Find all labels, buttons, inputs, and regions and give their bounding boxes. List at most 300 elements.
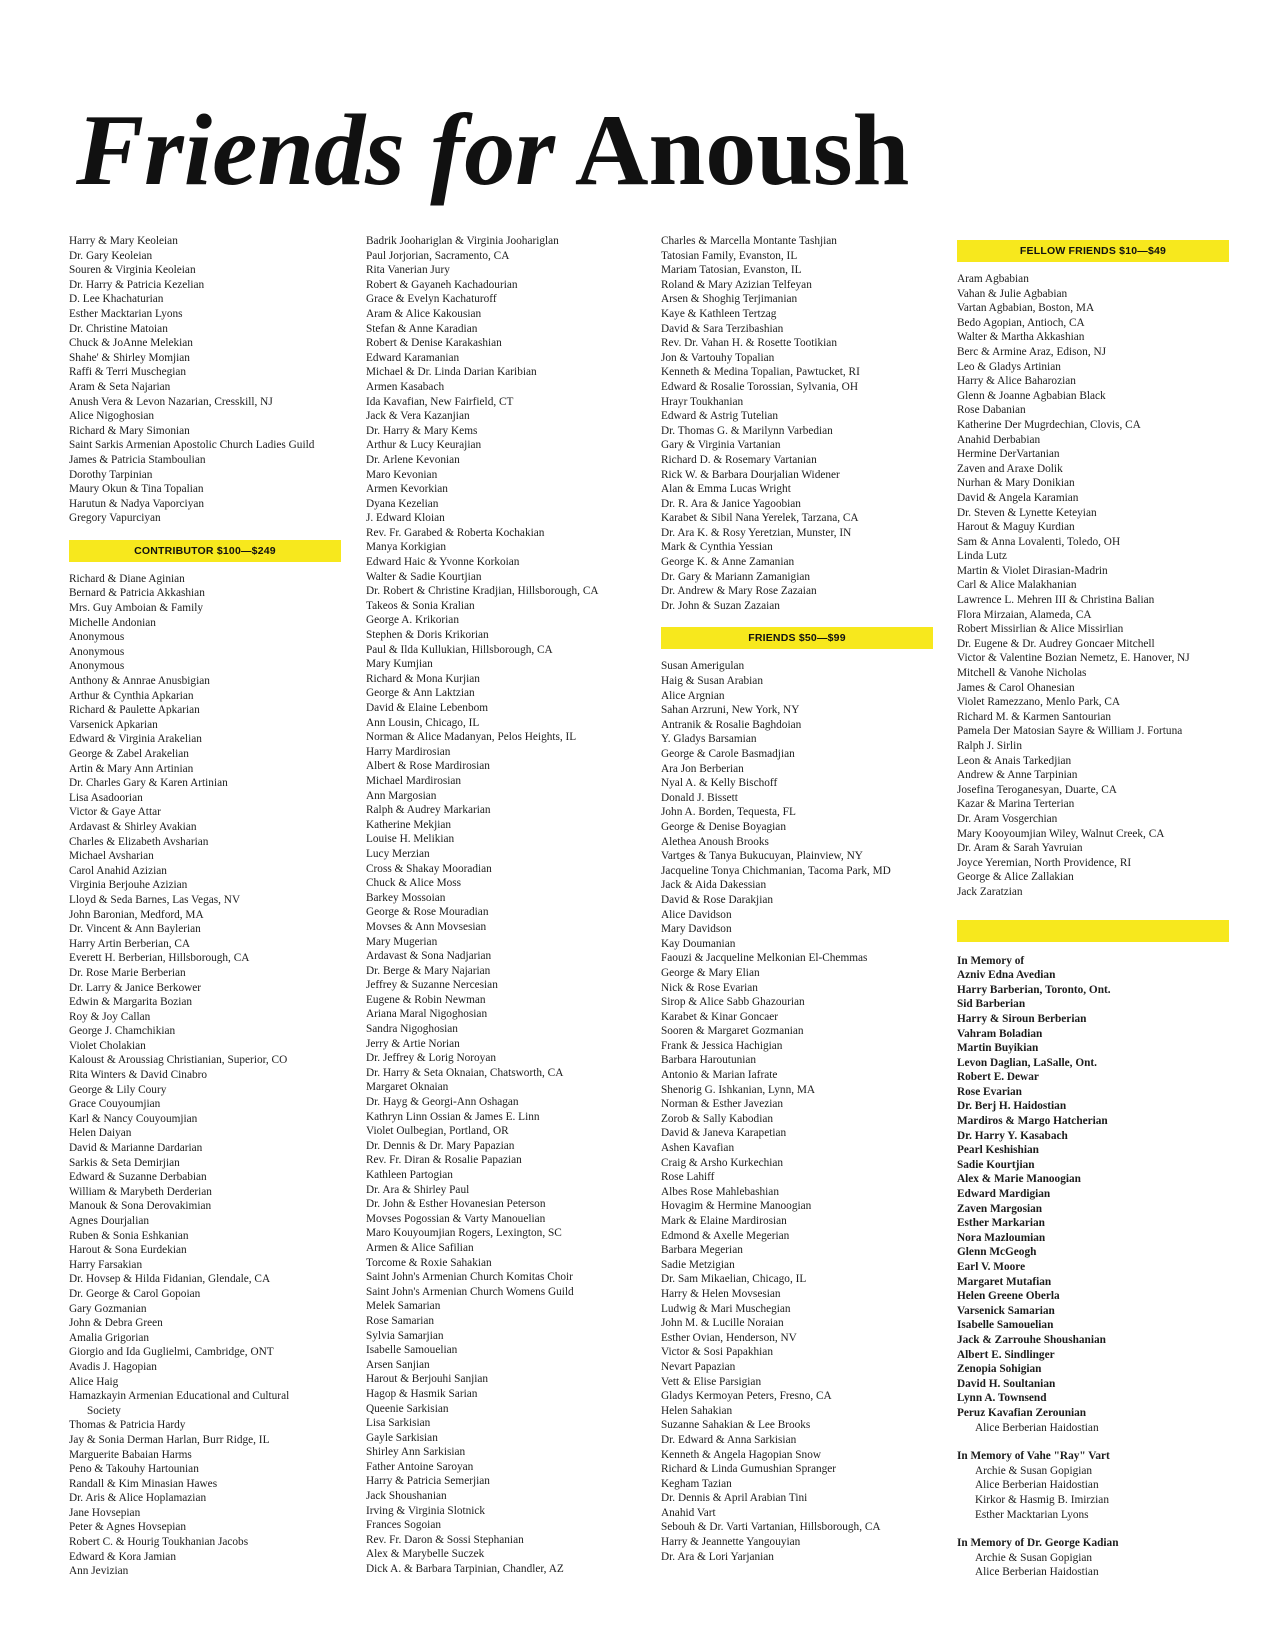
list-item: Rita Vanerian Jury [366, 264, 450, 277]
list-item: Martin Buyikian [957, 1042, 1039, 1055]
list-item: Queenie Sarkisian [366, 1402, 449, 1415]
list-item: Mary Kooyoumjian Wiley, Walnut Creek, CA [957, 827, 1165, 840]
list-item: Grace & Evelyn Kachaturoff [366, 293, 497, 306]
list-item: Arsen Sanjian [366, 1358, 430, 1371]
list-item: Saint John's Armenian Church Womens Guild [366, 1285, 574, 1298]
list-item: Melek Samarian [366, 1300, 441, 1313]
list-item: Souren & Virginia Keoleian [69, 264, 196, 277]
list-item: Frances Sogoian [366, 1519, 441, 1532]
list-item: Jack & Aida Dakessian [661, 879, 767, 892]
list-item: George K. & Anne Zamanian [661, 556, 795, 569]
list-item: Harout & Maguy Kurdian [957, 521, 1075, 534]
list-item: Arthur & Cynthia Apkarian [69, 689, 194, 702]
list-item: Dr. Eugene & Dr. Audrey Goncaer Mitchell [957, 637, 1155, 650]
list-item: Robert C. & Hourig Toukhanian Jacobs [69, 1536, 249, 1549]
list-item: Mardiros & Margo Hatcherian [957, 1115, 1108, 1128]
list-item: Louise H. Melikian [366, 833, 455, 846]
list-item: Katherine Der Mugrdechian, Clovis, CA [957, 418, 1141, 431]
list-item: Kaye & Kathleen Tertzag [661, 307, 777, 320]
list-item: George & Mary Elian [661, 966, 760, 979]
list-item: Josefina Teroganesyan, Duarte, CA [957, 783, 1117, 796]
list-item: Thomas & Patricia Hardy [69, 1419, 186, 1432]
list-item: Dr. Harry & Mary Kems [366, 424, 478, 437]
list-item: Agnes Dourjalian [69, 1215, 149, 1227]
list-item: Lisa Asadoorian [69, 791, 143, 804]
list-item: Rev. Fr. Diran & Rosalie Papazian [366, 1154, 522, 1167]
list-item: Roland & Mary Azizian Telfeyan [661, 278, 812, 291]
list-item: Dr. Harry & Seta Oknaian, Chatsworth, CA [366, 1066, 564, 1079]
list-item: Marguerite Babaian Harms [69, 1448, 192, 1461]
list-item: Richard & Mary Simonian [69, 424, 190, 437]
list-item: Zaven Margosian [957, 1202, 1043, 1215]
list-item: Nyal A. & Kelly Bischoff [661, 777, 778, 790]
list-item: Hrayr Toukhanian [661, 395, 744, 408]
list-item: Sid Barberian [957, 998, 1026, 1011]
list-item: Dr. Aram & Sarah Yavruian [957, 842, 1083, 855]
list-item: Dyana Kezelian [366, 497, 439, 510]
list-item: James & Patricia Stamboulian [69, 453, 206, 466]
list-item: Zenopia Sohigian [957, 1363, 1042, 1376]
friends-header: FRIENDS $50—$99 [661, 627, 933, 649]
list-item: George & Ann Laktzian [366, 687, 475, 700]
list-item: Amalia Grigorian [69, 1331, 149, 1344]
list-item: Jacqueline Tonya Chichmanian, Tacoma Park, MD [661, 864, 891, 877]
list-item: Anonymous [69, 631, 125, 644]
list-item: Rev. Fr. Garabed & Roberta Kochakian [366, 526, 545, 539]
list-item: Michelle Andonian [69, 616, 156, 629]
title-anoush: Anoush [574, 94, 910, 207]
list-item: Earl V. Moore [957, 1261, 1026, 1273]
list-item: Dr. Aris & Alice Hoplamazian [69, 1492, 207, 1505]
list-item: Dr. Andrew & Mary Rose Zazaian [661, 585, 817, 598]
list-item: Kenneth & Medina Topalian, Pawtucket, RI [661, 366, 860, 379]
list-item: Martin & Violet Dirasian-Madrin [957, 564, 1108, 577]
column-3 [661, 234, 933, 1564]
list-item: Harry Barberian, Toronto, Ont. [957, 983, 1111, 996]
list-item: Jeffrey & Suzanne Nercesian [366, 979, 498, 992]
list-item: George & Lily Coury [69, 1083, 167, 1096]
list-item: Haig & Susan Arabian [661, 675, 763, 688]
list-item: Ida Kavafian, New Fairfield, CT [366, 395, 514, 408]
list-item: Paul & Ilda Kullukian, Hillsborough, CA [366, 643, 553, 656]
list-item: Eugene & Robin Newman [366, 993, 486, 1006]
list-item: D. Lee Khachaturian [69, 293, 164, 306]
list-item: Jack & Vera Kazanjian [366, 410, 470, 423]
list-item: Ardavast & Sona Nadjarian [366, 950, 492, 963]
list-item: Albert E. Sindlinger [957, 1348, 1055, 1361]
list-item: Anonymous [69, 660, 125, 673]
list-item: Edwin & Margarita Bozian [69, 996, 193, 1009]
contributor-header: CONTRIBUTOR $100—$249 [69, 540, 341, 562]
list-item: Ashen Kavafian [661, 1142, 735, 1155]
list-item: Y. Gladys Barsamian [661, 733, 757, 746]
list-item: Roy & Joy Callan [69, 1010, 151, 1023]
list-item: Dr. Christine Matoian [69, 322, 168, 335]
list-item: Armen Kasabach [366, 380, 445, 393]
list-item: Barbara Haroutunian [661, 1054, 757, 1067]
list-item: Maro Kouyoumjian Rogers, Lexington, SC [366, 1227, 562, 1240]
list-item: David & Elaine Lebenbom [366, 702, 489, 714]
list-item: Dr. George & Carol Gopoian [69, 1287, 201, 1300]
list-item: Anush Vera & Levon Nazarian, Cresskill, NJ [69, 395, 273, 408]
in-memory-group [957, 954, 1229, 1436]
list-item: Anahid Derbabian [957, 433, 1041, 446]
list-item: Stefan & Anne Karadian [366, 322, 478, 335]
list-item: Gayle Sarkisian [366, 1431, 438, 1444]
in-memory-list [957, 968, 1229, 1420]
list-item: Frank & Jessica Hachigian [661, 1039, 783, 1052]
list-item: Michael Avsharian [69, 850, 154, 863]
list-item: Sandra Nigoghosian [366, 1023, 458, 1036]
list-item: Jane Hovsepian [69, 1506, 141, 1519]
title-for: for [430, 94, 555, 207]
list-item: Sooren & Margaret Gozmanian [661, 1025, 804, 1038]
list-item: Zorob & Sally Kabodian [661, 1112, 774, 1125]
list-item: Michael Mardirosian [366, 774, 462, 787]
list-item: Mary Mugerian [366, 935, 438, 948]
list-item: Avadis J. Hagopian [69, 1360, 157, 1373]
list-item: Esther Markarian [957, 1217, 1045, 1230]
list-item: Mary Davidson [661, 923, 732, 936]
list-item: Movses & Ann Movsesian [366, 920, 487, 933]
list-item: Esther Ovian, Henderson, NV [661, 1331, 797, 1344]
list-item: Harry Farsakian [69, 1258, 143, 1271]
list-item: David & Marianne Dardarian [69, 1142, 203, 1155]
list-item: Dr. Steven & Lynette Keteyian [957, 506, 1097, 519]
list-item: Dr. Harry & Patricia Kezelian [69, 278, 205, 291]
list-item: Bedo Agopian, Antioch, CA [957, 316, 1085, 329]
list-item: Esther Macktarian Lyons [69, 307, 183, 320]
list-item: Vahan & Julie Agbabian [957, 287, 1068, 300]
list-item: Maury Okun & Tina Topalian [69, 483, 204, 496]
list-item: Margaret Mutafian [957, 1275, 1052, 1288]
list-item: Dr. Hovsep & Hilda Fidanian, Glendale, CA [69, 1273, 271, 1286]
column-2 [366, 234, 638, 1577]
list-item: Harout & Sona Eurdekian [69, 1244, 187, 1257]
list-item: Vartan Agbabian, Boston, MA [957, 302, 1095, 315]
list-item: Aram & Seta Najarian [69, 380, 171, 393]
list-item: Harry & Mary Keoleian [69, 235, 178, 247]
list-item: Stephen & Doris Krikorian [366, 629, 489, 642]
list-item: Mariam Tatosian, Evanston, IL [661, 264, 802, 277]
list-item: Robert & Gayaneh Kachadourian [366, 278, 518, 291]
list-item: Dr. Ara & Lori Yarjanian [661, 1550, 774, 1563]
list-item: Harutun & Nadya Vaporciyan [69, 497, 204, 510]
list-item: Alice Berberian Haidostian [975, 1479, 1099, 1492]
list-item: Dr. R. Ara & Janice Yagoobian [661, 497, 801, 510]
list-item: Dick A. & Barbara Tarpinian, Chandler, AZ [366, 1563, 564, 1576]
list-item: Victor & Sosi Papakhian [661, 1346, 773, 1359]
list-item: Katherine Mekjian [366, 818, 452, 831]
list-item: Shenorig G. Ishkanian, Lynn, MA [661, 1083, 816, 1096]
list-item: Harry & Siroun Berberian [957, 1012, 1087, 1025]
list-item: Arthur & Lucy Keurajian [366, 439, 482, 452]
list-item: Joyce Yeremian, North Providence, RI [957, 856, 1132, 869]
list-item: Charles & Elizabeth Avsharian [69, 835, 209, 848]
list-item: Dr. Harry Y. Kasabach [957, 1129, 1068, 1142]
list-item: Varsenick Apkarian [69, 718, 158, 731]
column-4 [957, 240, 1229, 1594]
list-item: Aram Agbabian [957, 273, 1029, 285]
in-memory-title: In Memory of [957, 954, 1025, 967]
list-item: Robert & Denise Karakashian [366, 337, 502, 350]
list-item: Edward Haic & Yvonne Korkoian [366, 556, 520, 569]
list-item: Ariana Maral Nigoghosian [366, 1008, 488, 1021]
list-item: George & Alice Zallakian [957, 871, 1074, 884]
list-item: Archie & Susan Gopigian [975, 1464, 1093, 1477]
in-memory-vart-group [957, 1449, 1229, 1522]
list-item: Pamela Der Matosian Sayre & William J. Fortuna [957, 725, 1183, 738]
list-item: Edward & Astrig Tutelian [661, 410, 779, 423]
list-item: Grace Couyoumjian [69, 1098, 161, 1111]
list-item: Harry & Patricia Semerjian [366, 1475, 490, 1488]
list-item: Lawrence L. Mehren III & Christina Balian [957, 594, 1155, 607]
list-item: Alice Haig [69, 1375, 119, 1388]
list-item: Irving & Virginia Slotnick [366, 1504, 486, 1517]
list-item: Ludwig & Mari Muschegian [661, 1302, 791, 1315]
list-item: Edward & Virginia Arakelian [69, 733, 202, 746]
list-item: Dr. Aram Vosgerchian [957, 812, 1058, 825]
list-item: Chuck & JoAnne Melekian [69, 337, 193, 350]
list-item: Alice Argnian [661, 689, 725, 702]
list-item: Sarkis & Seta Demirjian [69, 1156, 180, 1169]
list-item: Dr. Gary Keoleian [69, 249, 153, 262]
list-item: Mary Kumjian [366, 658, 433, 671]
list-item: Mitchell & Vanohe Nicholas [957, 667, 1087, 680]
title-friends: Friends [76, 94, 405, 207]
list-item: Carl & Alice Malakhanian [957, 579, 1077, 592]
list-item: Lucy Merzian [366, 847, 430, 860]
list-item: Dr. Robert & Christine Kradjian, Hillsborough, CA [366, 585, 599, 598]
list-item-continuation: Society [87, 1404, 121, 1417]
list-item: Edward Mardigian [957, 1188, 1051, 1201]
list-item: Violet Ramezzano, Menlo Park, CA [957, 696, 1121, 709]
list-item: Rose Dabanian [957, 404, 1026, 417]
list-item: Virginia Berjouhe Azizian [69, 879, 188, 892]
list-item: Susan Amerigulan [661, 660, 745, 673]
list-item: Violet Oulbegian, Portland, OR [366, 1125, 509, 1138]
list-item: Craig & Arsho Kurkechian [661, 1156, 784, 1169]
list-item: Dr. Berj H. Haidostian [957, 1100, 1067, 1113]
list-item: Ann Jevizian [69, 1565, 129, 1578]
list-item: Dr. Sam Mikaelian, Chicago, IL [661, 1273, 807, 1286]
list-item: Peruz Kavafian Zerounian [957, 1406, 1087, 1419]
list-item: George J. Chamchikian [69, 1025, 176, 1038]
list-item: Norman & Esther Javezian [661, 1098, 784, 1111]
list-item: Carol Anahid Azizian [69, 864, 167, 877]
top-donor-list [69, 234, 341, 526]
list-item: Sadie Kourtjian [957, 1158, 1035, 1171]
list-item: Gary Gozmanian [69, 1302, 147, 1315]
list-item: Nick & Rose Evarian [661, 981, 758, 994]
list-item: Ann Lousin, Chicago, IL [366, 716, 480, 729]
list-item: George & Zabel Arakelian [69, 748, 189, 760]
list-item: Linda Lutz [957, 550, 1007, 563]
list-item: John & Debra Green [69, 1317, 163, 1330]
list-item: Sam & Anna Lovalenti, Toledo, OH [957, 535, 1121, 548]
list-item: Pearl Keshishian [957, 1144, 1039, 1157]
list-item: Sylvia Samarjian [366, 1329, 444, 1342]
page-title [76, 94, 910, 207]
list-item: Jon & Vartouhy Topalian [661, 351, 775, 364]
list-item: John Baronian, Medford, MA [69, 908, 204, 921]
list-item: Zaven and Araxe Dolik [957, 462, 1063, 475]
list-item: Dr. Berge & Mary Najarian [366, 964, 491, 977]
list-item: Karl & Nancy Couyoumjian [69, 1112, 198, 1125]
list-item: Ara Jon Berberian [661, 762, 744, 775]
list-item: Richard & Linda Gumushian Spranger [661, 1463, 837, 1476]
list-item: Richard M. & Karmen Santourian [957, 710, 1112, 723]
list-item: Anahid Vart [661, 1506, 716, 1519]
list-item: Alex & Marie Manoogian [957, 1173, 1081, 1186]
list-item: George & Rose Mouradian [366, 906, 489, 919]
list-item: Manouk & Sona Derovakimian [69, 1200, 212, 1213]
list-item: David H. Soultanian [957, 1377, 1056, 1390]
list-item: Saint John's Armenian Church Komitas Choir [366, 1271, 573, 1284]
list-item: Mark & Cynthia Yessian [661, 541, 773, 554]
list-item: Bernard & Patricia Akkashian [69, 587, 205, 600]
list-item: Ruben & Sonia Eshkanian [69, 1229, 189, 1242]
list-item: Richard D. & Rosemary Vartanian [661, 453, 817, 466]
list-item: Albes Rose Mahlebashian [661, 1185, 779, 1198]
list-item: Varsenick Samarian [957, 1304, 1055, 1317]
list-item: Movses Pogossian & Varty Manouelian [366, 1212, 546, 1225]
list-item: Gary & Virginia Vartanian [661, 439, 781, 452]
list-item: Dr. Arlene Kevonian [366, 453, 460, 466]
list-item: George A. Krikorian [366, 614, 459, 627]
list-item: Violet Cholakian [69, 1039, 146, 1052]
list-item: Gregory Vapurciyan [69, 512, 161, 525]
list-item: William & Marybeth Derderian [69, 1185, 212, 1198]
list-item: Armen & Alice Safilian [366, 1241, 474, 1254]
list-item: Kirkor & Hasmig B. Imirzian [975, 1493, 1109, 1506]
list-item: Alethea Anoush Brooks [661, 835, 769, 848]
list-item: Hermine DerVartanian [957, 448, 1060, 461]
list-item: Suzanne Sahakian & Lee Brooks [661, 1419, 811, 1432]
list-item: Barbara Megerian [661, 1244, 743, 1257]
list-item: Father Antoine Saroyan [366, 1460, 474, 1473]
list-item: Paul Jorjorian, Sacramento, CA [366, 249, 510, 262]
list-item: Michael & Dr. Linda Darian Karibian [366, 366, 537, 379]
list-item: Glenn McGeogh [957, 1246, 1037, 1259]
list-item: Donald J. Bissett [661, 791, 738, 804]
list-item: Takeos & Sonia Kralian [366, 599, 475, 612]
list-item: Rev. Fr. Daron & Sossi Stephanian [366, 1533, 524, 1546]
list-item: Helen Sahakian [661, 1404, 733, 1417]
list-item: Berc & Armine Araz, Edison, NJ [957, 345, 1107, 358]
list-item: Sahan Arzruni, New York, NY [661, 704, 800, 717]
list-item: Maro Kevonian [366, 468, 438, 481]
list-item: Harry Mardirosian [366, 745, 451, 758]
list-item: Kathryn Linn Ossian & James E. Linn [366, 1110, 540, 1123]
list-item: Rose Samarian [366, 1314, 435, 1327]
contributor-list-column-2 [366, 234, 638, 1577]
list-item: Anthony & Annrae Anusbigian [69, 675, 210, 688]
contributor-list [69, 572, 341, 1389]
list-item: Margaret Oknaian [366, 1081, 449, 1094]
list-item: Archie & Susan Gopigian [975, 1551, 1093, 1564]
list-item: Nora Mazloumian [957, 1231, 1046, 1244]
list-item: Vahram Boladian [957, 1027, 1043, 1040]
list-item: Mrs. Guy Amboian & Family [69, 602, 203, 615]
list-item: Levon Daglian, LaSalle, Ont. [957, 1056, 1097, 1069]
list-item: Dr. Larry & Janice Berkower [69, 981, 202, 994]
list-item: Hovagim & Hermine Manoogian [661, 1200, 812, 1213]
list-item: Karabet & Sibil Nana Yerelek, Tarzana, CA [661, 512, 859, 525]
list-item: Kaloust & Aroussiag Christianian, Superior, CO [69, 1054, 288, 1067]
list-item: Dr. Dennis & Dr. Mary Papazian [366, 1139, 515, 1152]
list-item: Antonio & Marian Iafrate [661, 1069, 778, 1082]
in-memory-kadian-group [957, 1536, 1229, 1580]
list-item: Kay Doumanian [661, 937, 736, 950]
list-item: Dr. Rose Marie Berberian [69, 966, 186, 979]
list-item: Tatosian Family, Evanston, IL [661, 249, 798, 262]
list-item: Dr. Jeffrey & Lorig Noroyan [366, 1052, 496, 1065]
list-item: Aram & Alice Kakousian [366, 307, 482, 320]
list-item: Shirley Ann Sarkisian [366, 1446, 466, 1459]
list-item: Nevart Papazian [661, 1360, 736, 1373]
in-memory-vart-donors [957, 1464, 1229, 1522]
list-item: Jack & Zarrouhe Shoushanian [957, 1333, 1106, 1346]
memorial-section-bar [957, 920, 1229, 942]
column-1 [69, 234, 341, 1579]
list-item: Alex & Marybelle Suczek [366, 1548, 485, 1561]
list-item: Dr. Gary & Mariann Zamanigian [661, 570, 811, 583]
list-item: George & Denise Boyagian [661, 820, 786, 833]
list-item: Jay & Sonia Derman Harlan, Burr Ridge, IL [69, 1433, 270, 1446]
list-item: Dr. Edward & Anna Sarkisian [661, 1433, 797, 1446]
list-item: Azniv Edna Avedian [957, 969, 1056, 982]
list-item: Sirop & Alice Sabb Ghazourian [661, 996, 805, 1009]
list-item: Rose Lahiff [661, 1171, 715, 1184]
list-item: Harry & Helen Movsesian [661, 1287, 781, 1300]
list-item: Dr. John & Esther Hovanesian Peterson [366, 1198, 546, 1211]
list-item: Edward & Rosalie Torossian, Sylvania, OH [661, 380, 858, 393]
list-item: Peter & Agnes Hovsepian [69, 1521, 187, 1534]
list-item: Rev. Dr. Vahan H. & Rosette Tootikian [661, 337, 837, 350]
list-item: Sebouh & Dr. Varti Vartanian, Hillsborough, CA [661, 1521, 881, 1534]
list-item: Harry & Jeannette Yangouyian [661, 1536, 801, 1549]
list-item: Sadie Metzigian [661, 1258, 735, 1271]
friends-list [661, 659, 933, 1564]
list-item: Dr. Thomas G. & Marilynn Varbedian [661, 424, 833, 437]
list-item: Alice Davidson [661, 908, 732, 921]
list-item: Vartges & Tanya Bukucuyan, Plainview, NY [661, 850, 863, 863]
list-item: Esther Macktarian Lyons [975, 1508, 1089, 1521]
list-item: Raffi & Terri Muschegian [69, 366, 187, 379]
list-item: Edward & Kora Jamian [69, 1550, 176, 1563]
contributor-list-continued [69, 1418, 341, 1579]
list-item: Dr. Charles Gary & Karen Artinian [69, 777, 228, 790]
list-item: David & Angela Karamian [957, 491, 1079, 504]
list-item: Andrew & Anne Tarpinian [957, 769, 1078, 782]
list-item: Lloyd & Seda Barnes, Las Vegas, NV [69, 893, 241, 906]
list-item: Glenn & Joanne Agbabian Black [957, 389, 1106, 402]
list-item: Hamazkayin Armenian Educational and Cultural [69, 1390, 290, 1403]
list-item: David & Janeva Karapetian [661, 1127, 787, 1140]
list-item: Rick W. & Barbara Dourjalian Widener [661, 468, 840, 481]
list-item: Albert & Rose Mardirosian [366, 760, 490, 773]
list-item: Artin & Mary Ann Artinian [69, 762, 194, 775]
list-item: Isabelle Samouelian [957, 1319, 1054, 1332]
list-item: Gladys Kermoyan Peters, Fresno, CA [661, 1390, 832, 1403]
list-item: Armen Kevorkian [366, 483, 448, 496]
list-item: J. Edward Kloian [366, 512, 445, 525]
in-memory-kadian-donors [957, 1551, 1229, 1580]
list-item: Faouzi & Jacqueline Melkonian El-Chemmas [661, 952, 868, 965]
list-item: Ralph & Audrey Markarian [366, 804, 491, 817]
list-item: Alan & Emma Lucas Wright [661, 483, 791, 496]
